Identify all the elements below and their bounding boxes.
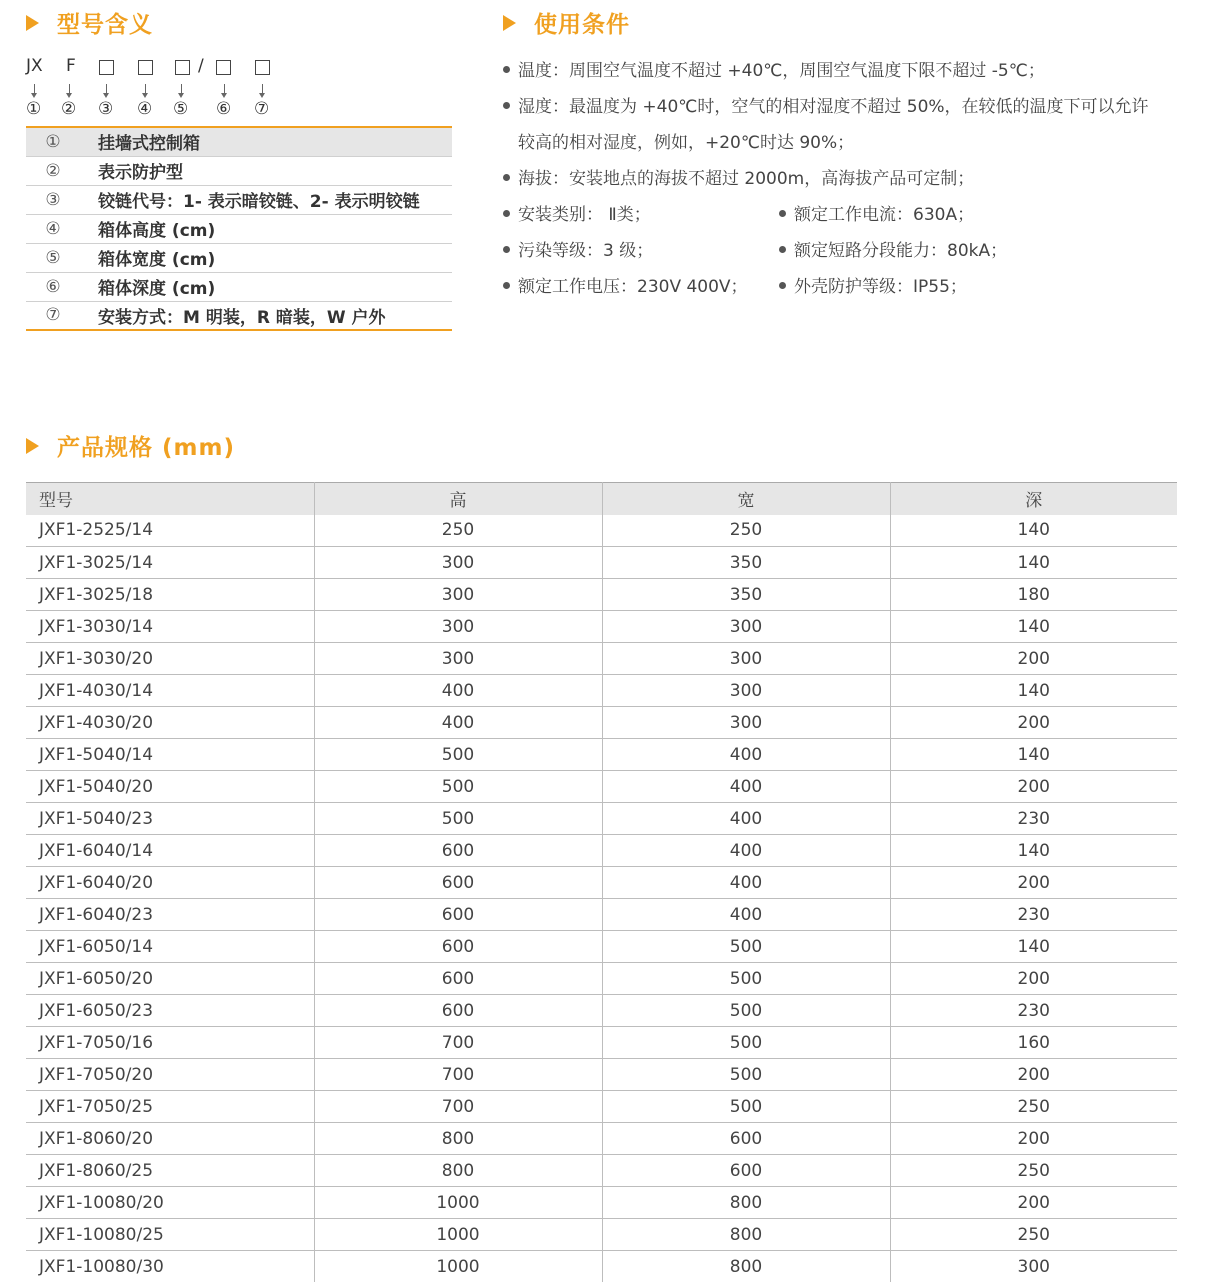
table-row — [26, 803, 1177, 835]
cell-model: JXF1-6050/14 — [26, 931, 314, 963]
triangle-bullet-icon — [26, 15, 39, 31]
cell-height: 600 — [314, 835, 602, 867]
table-row — [26, 739, 1177, 771]
condition-text: 温度：周围空气温度不超过 +40℃，周围空气温度下限不超过 -5℃； — [518, 61, 1045, 81]
condition-text: 额定工作电流：630A； — [794, 205, 975, 225]
cell-model: JXF1-4030/14 — [26, 675, 314, 707]
cell-depth: 200 — [890, 963, 1177, 995]
condition-item — [779, 200, 974, 225]
table-row — [26, 675, 1177, 707]
cell-width: 400 — [602, 867, 890, 899]
table-row — [26, 963, 1177, 995]
cell-depth: 200 — [890, 1187, 1177, 1219]
condition-item — [503, 236, 653, 261]
cell-height: 500 — [314, 739, 602, 771]
cell-model: JXF1-6050/23 — [26, 995, 314, 1027]
condition-item — [503, 200, 651, 225]
spec-table — [26, 482, 1177, 1282]
condition-text: 外壳防护等级：IP55； — [794, 277, 967, 297]
cell-width: 400 — [602, 739, 890, 771]
cell-width: 500 — [602, 1059, 890, 1091]
cell-depth: 230 — [890, 899, 1177, 931]
cell-model: JXF1-4030/20 — [26, 707, 314, 739]
cell-depth: 200 — [890, 643, 1177, 675]
condition-text: 额定工作电压：230V 400V； — [518, 277, 748, 297]
cell-model: JXF1-6040/14 — [26, 835, 314, 867]
meaning-number: ④ — [26, 214, 80, 243]
condition-item — [503, 56, 1045, 81]
table-row — [26, 1155, 1177, 1187]
triangle-bullet-icon — [503, 15, 516, 31]
down-arrow-icon — [141, 84, 151, 98]
meaning-text: 箱体深度 (cm) — [80, 272, 452, 301]
cell-model: JXF1-3030/20 — [26, 643, 314, 675]
cell-width: 600 — [602, 1123, 890, 1155]
conditions-section-title: 使用条件 — [534, 12, 630, 38]
down-arrow-icon — [102, 84, 112, 98]
cell-width: 400 — [602, 835, 890, 867]
cell-height: 800 — [314, 1155, 602, 1187]
cell-depth: 200 — [890, 1123, 1177, 1155]
cell-width: 300 — [602, 675, 890, 707]
table-row — [26, 1059, 1177, 1091]
cell-model: JXF1-7050/16 — [26, 1027, 314, 1059]
spec-section-header — [26, 429, 235, 462]
cell-height: 300 — [314, 579, 602, 611]
cell-height: 700 — [314, 1027, 602, 1059]
table-row — [26, 1123, 1177, 1155]
condition-text: 湿度：最温度为 +40℃时，空气的相对湿度不超过 50%，在较低的温度下可以允许 — [518, 97, 1149, 117]
down-arrow-icon — [220, 84, 230, 98]
cell-model: JXF1-6040/20 — [26, 867, 314, 899]
cell-depth: 180 — [890, 579, 1177, 611]
table-row — [26, 931, 1177, 963]
code-placeholder-box — [138, 60, 153, 75]
cell-depth: 230 — [890, 803, 1177, 835]
cell-width: 500 — [602, 931, 890, 963]
cell-width: 800 — [602, 1187, 890, 1219]
position-number: ② — [61, 99, 77, 119]
code-part-slash: / — [198, 56, 204, 76]
cell-depth: 140 — [890, 835, 1177, 867]
cell-model: JXF1-6050/20 — [26, 963, 314, 995]
position-number: ④ — [137, 99, 153, 119]
cell-width: 600 — [602, 1155, 890, 1187]
meaning-text: 挂墙式控制箱 — [80, 127, 452, 156]
table-row — [26, 707, 1177, 739]
cell-width: 400 — [602, 899, 890, 931]
cell-model: JXF1-3025/14 — [26, 547, 314, 579]
meaning-text: 箱体高度 (cm) — [80, 214, 452, 243]
cell-height: 500 — [314, 771, 602, 803]
table-row — [26, 1187, 1177, 1219]
cell-height: 250 — [314, 515, 602, 547]
table-row — [26, 579, 1177, 611]
down-arrow-icon — [30, 84, 40, 98]
conditions-section-header — [503, 6, 630, 39]
meaning-row — [26, 156, 452, 185]
cell-depth: 140 — [890, 611, 1177, 643]
cell-width: 400 — [602, 771, 890, 803]
condition-text: 较高的相对湿度，例如，+20℃时达 90%； — [518, 133, 855, 153]
cell-depth: 140 — [890, 931, 1177, 963]
condition-text: 安装类别： Ⅱ类； — [518, 205, 651, 225]
cell-width: 800 — [602, 1219, 890, 1251]
table-row — [26, 515, 1177, 547]
meaning-text: 箱体宽度 (cm) — [80, 243, 452, 272]
cell-model: JXF1-5040/23 — [26, 803, 314, 835]
condition-text: 额定短路分段能力：80kA； — [794, 241, 1008, 261]
cell-model: JXF1-10080/30 — [26, 1251, 314, 1282]
meaning-number: ⑤ — [26, 243, 80, 272]
condition-item — [503, 164, 974, 189]
meaning-text: 铰链代号：1- 表示暗铰链、2- 表示明铰链 — [80, 185, 452, 214]
model-meaning-table — [26, 126, 452, 331]
cell-height: 600 — [314, 867, 602, 899]
meaning-row — [26, 214, 452, 243]
cell-height: 1000 — [314, 1187, 602, 1219]
column-header-depth: 深 — [890, 483, 1177, 515]
code-part-jx: JX — [26, 56, 43, 76]
cell-depth: 300 — [890, 1251, 1177, 1282]
meaning-number: ⑥ — [26, 272, 80, 301]
condition-item — [779, 236, 1007, 261]
cell-model: JXF1-2525/14 — [26, 515, 314, 547]
cell-model: JXF1-8060/20 — [26, 1123, 314, 1155]
column-header-model: 型号 — [26, 483, 314, 515]
meaning-text: 表示防护型 — [80, 156, 452, 185]
meaning-row — [26, 301, 452, 330]
down-arrow-icon — [177, 84, 187, 98]
cell-height: 1000 — [314, 1219, 602, 1251]
bullet-dot-icon — [779, 282, 786, 289]
cell-width: 500 — [602, 963, 890, 995]
table-row — [26, 1027, 1177, 1059]
bullet-dot-icon — [503, 102, 510, 109]
meaning-number: ③ — [26, 185, 80, 214]
triangle-bullet-icon — [26, 438, 39, 454]
table-row — [26, 771, 1177, 803]
cell-height: 1000 — [314, 1251, 602, 1282]
cell-depth: 140 — [890, 547, 1177, 579]
cell-height: 600 — [314, 963, 602, 995]
cell-model: JXF1-7050/25 — [26, 1091, 314, 1123]
condition-text: 污染等级：3 级； — [518, 241, 654, 261]
cell-width: 300 — [602, 707, 890, 739]
meaning-text: 安装方式：M 明装，R 暗装，W 户外 — [80, 301, 452, 330]
down-arrow-icon — [258, 84, 268, 98]
cell-model: JXF1-5040/14 — [26, 739, 314, 771]
position-number: ① — [26, 99, 42, 119]
cell-depth: 200 — [890, 707, 1177, 739]
cell-width: 800 — [602, 1251, 890, 1282]
meaning-row — [26, 243, 452, 272]
cell-height: 700 — [314, 1091, 602, 1123]
bullet-dot-icon — [503, 210, 510, 217]
cell-height: 600 — [314, 995, 602, 1027]
bullet-dot-icon — [779, 210, 786, 217]
cell-depth: 250 — [890, 1219, 1177, 1251]
cell-model: JXF1-3025/18 — [26, 579, 314, 611]
table-row — [26, 867, 1177, 899]
table-row — [26, 899, 1177, 931]
cell-model: JXF1-7050/20 — [26, 1059, 314, 1091]
cell-height: 400 — [314, 707, 602, 739]
cell-model: JXF1-8060/25 — [26, 1155, 314, 1187]
meaning-row — [26, 272, 452, 301]
meaning-number: ① — [26, 127, 80, 156]
cell-depth: 200 — [890, 771, 1177, 803]
cell-height: 300 — [314, 643, 602, 675]
cell-model: JXF1-5040/20 — [26, 771, 314, 803]
cell-width: 400 — [602, 803, 890, 835]
cell-height: 800 — [314, 1123, 602, 1155]
code-placeholder-box — [175, 60, 190, 75]
bullet-dot-icon — [503, 282, 510, 289]
cell-depth: 200 — [890, 1059, 1177, 1091]
condition-item-continued — [503, 128, 854, 153]
cell-depth: 250 — [890, 1091, 1177, 1123]
cell-model: JXF1-6040/23 — [26, 899, 314, 931]
cell-width: 500 — [602, 1027, 890, 1059]
column-header-height: 高 — [314, 483, 602, 515]
cell-width: 300 — [602, 611, 890, 643]
cell-height: 400 — [314, 675, 602, 707]
cell-model: JXF1-10080/20 — [26, 1187, 314, 1219]
cell-width: 500 — [602, 995, 890, 1027]
position-number: ⑤ — [173, 99, 189, 119]
bullet-dot-icon — [503, 66, 510, 73]
table-row — [26, 995, 1177, 1027]
table-row — [26, 1219, 1177, 1251]
cell-depth: 250 — [890, 1155, 1177, 1187]
condition-item — [503, 272, 748, 297]
cell-width: 500 — [602, 1091, 890, 1123]
code-placeholder-box — [216, 60, 231, 75]
meaning-number: ② — [26, 156, 80, 185]
column-header-width: 宽 — [602, 483, 890, 515]
position-number: ⑦ — [254, 99, 270, 119]
condition-item — [779, 272, 967, 297]
meaning-row — [26, 185, 452, 214]
down-arrow-icon — [65, 84, 75, 98]
cell-width: 300 — [602, 643, 890, 675]
cell-height: 600 — [314, 899, 602, 931]
table-row — [26, 1091, 1177, 1123]
bullet-dot-icon — [503, 174, 510, 181]
bullet-dot-icon — [503, 246, 510, 253]
cell-depth: 140 — [890, 739, 1177, 771]
position-number: ⑥ — [216, 99, 232, 119]
table-row — [26, 611, 1177, 643]
table-row — [26, 1251, 1177, 1282]
bullet-dot-icon — [779, 246, 786, 253]
spec-section-title: 产品规格 (mm) — [57, 435, 235, 461]
cell-model: JXF1-10080/25 — [26, 1219, 314, 1251]
cell-height: 300 — [314, 611, 602, 643]
code-part-f: F — [66, 56, 76, 76]
cell-height: 500 — [314, 803, 602, 835]
cell-width: 250 — [602, 515, 890, 547]
position-number: ③ — [98, 99, 114, 119]
model-section-title: 型号含义 — [57, 12, 153, 38]
cell-width: 350 — [602, 547, 890, 579]
spec-header-row — [26, 483, 1177, 515]
cell-model: JXF1-3030/14 — [26, 611, 314, 643]
table-row — [26, 547, 1177, 579]
cell-depth: 140 — [890, 675, 1177, 707]
cell-depth: 160 — [890, 1027, 1177, 1059]
condition-text: 海拔：安装地点的海拔不超过 2000m，高海拔产品可定制； — [518, 169, 975, 189]
code-placeholder-box — [255, 60, 270, 75]
table-row — [26, 643, 1177, 675]
code-placeholder-box — [99, 60, 114, 75]
condition-item — [503, 92, 1149, 117]
table-row — [26, 835, 1177, 867]
meaning-number: ⑦ — [26, 301, 80, 330]
model-section-header — [26, 6, 153, 39]
cell-depth: 230 — [890, 995, 1177, 1027]
cell-height: 600 — [314, 931, 602, 963]
cell-height: 700 — [314, 1059, 602, 1091]
meaning-row — [26, 127, 452, 156]
cell-width: 350 — [602, 579, 890, 611]
cell-height: 300 — [314, 547, 602, 579]
cell-depth: 140 — [890, 515, 1177, 547]
cell-depth: 200 — [890, 867, 1177, 899]
